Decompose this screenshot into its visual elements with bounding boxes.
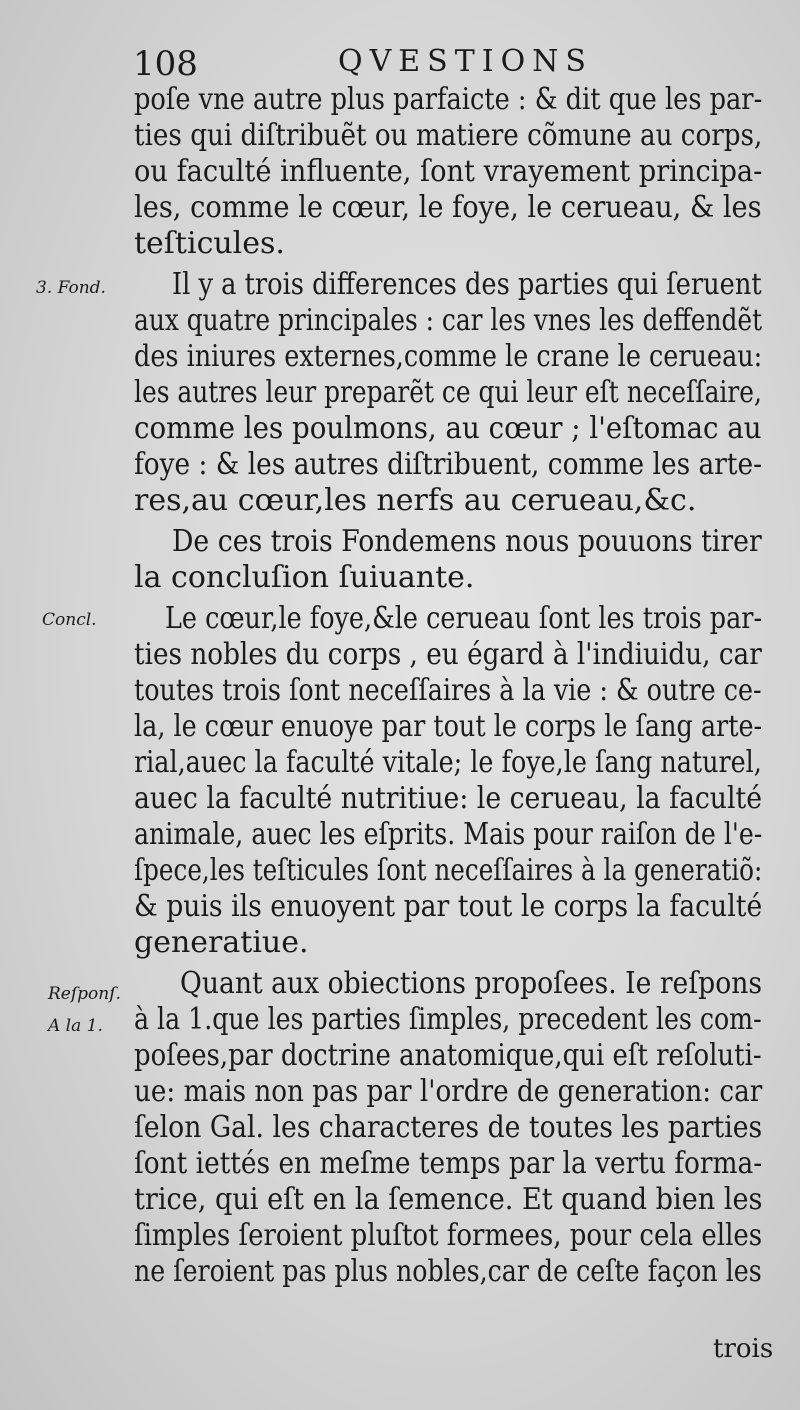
text-line: comme les poulmons, au cœur ; l'eſtomac au xyxy=(134,411,762,446)
text-line: les, comme le cœur, le foye, le cerueau, & les xyxy=(134,190,762,225)
text-line: la, le cœur enuoye par tout le corps le ſang arte- xyxy=(134,709,763,744)
text-line: Quant aux obiections propoſees. Ie reſpons xyxy=(180,966,763,1001)
text-line: ties nobles du corps , eu égard à l'indiuidu, car xyxy=(134,637,762,672)
text-line: De ces trois Fondemens nous pouuons tirer xyxy=(172,524,762,559)
text-line: trice, qui eſt en la ſemence. Et quand bien les xyxy=(134,1182,763,1217)
text-line: des iniures externes,comme le crane le cerueau: xyxy=(134,339,763,374)
margin-note: A la 1. xyxy=(48,1016,103,1036)
text-line: Le cœur,le foye,&le cerueau ſont les trois par- xyxy=(165,601,763,636)
text-line: les autres leur preparẽt ce qui leur eſt neceſſaire, xyxy=(134,375,762,410)
text-line: poſees,par doctrine anatomique,qui eſt reſoluti- xyxy=(134,1038,762,1073)
text-line: res,au cœur,les nerfs au cerueau,&c. xyxy=(134,483,697,518)
text-line: poſe vne autre plus parfaicte : & dit que les par- xyxy=(134,82,763,117)
running-title: QVESTIONS xyxy=(338,44,593,79)
text-line: rial,auec la faculté vitale; le foye,le ſang naturel, xyxy=(134,745,762,780)
margin-note: Concl. xyxy=(42,610,97,630)
text-line: auec la faculté nutritiue: le cerueau, la faculté xyxy=(134,781,763,816)
margin-note: 3. Fond. xyxy=(36,278,106,298)
text-line: teſticules. xyxy=(134,226,285,261)
text-line: Il y a trois differences des parties qui ſeruent xyxy=(172,267,762,302)
text-line: & puis ils enuoyent par tout le corps la faculté xyxy=(134,889,763,924)
text-line: foye : & les autres diſtribuent, comme les arte- xyxy=(134,447,762,482)
text-line: generatiue. xyxy=(134,925,309,960)
page-number: 108 xyxy=(133,44,198,84)
text-line: la concluſion ſuiuante. xyxy=(134,560,475,595)
text-line: toutes trois ſont neceſſaires à la vie : & outre ce- xyxy=(134,673,762,708)
margin-note: Reſponſ. xyxy=(48,984,121,1004)
text-line: ne ſeroient pas plus nobles,car de ceſte façon les xyxy=(134,1254,762,1289)
text-line: aux quatre principales : car les vnes les deffendẽt xyxy=(134,303,763,338)
catchword: trois xyxy=(713,1334,774,1364)
text-line: ue: mais non pas par l'ordre de generation: car xyxy=(134,1074,763,1109)
text-line: ſont iettés en meſme temps par la vertu forma- xyxy=(134,1146,763,1181)
text-line: ou faculté influente, ſont vrayement principa- xyxy=(134,154,763,189)
text-line: ſelon Gal. les characteres de toutes les parties xyxy=(134,1110,763,1145)
text-line: ſimples ſeroient pluſtot formees, pour cela elles xyxy=(134,1218,763,1253)
text-line: ties qui diſtribuẽt ou matiere cõmune au corps, xyxy=(134,118,763,153)
text-line: animale, auec les eſprits. Mais pour raiſon de l'e- xyxy=(134,817,763,852)
text-line: ſpece,les teſticules ſont neceſſaires à la generatiõ: xyxy=(134,853,763,888)
text-line: à la 1.que les parties ſimples, precedent les com- xyxy=(134,1002,762,1037)
